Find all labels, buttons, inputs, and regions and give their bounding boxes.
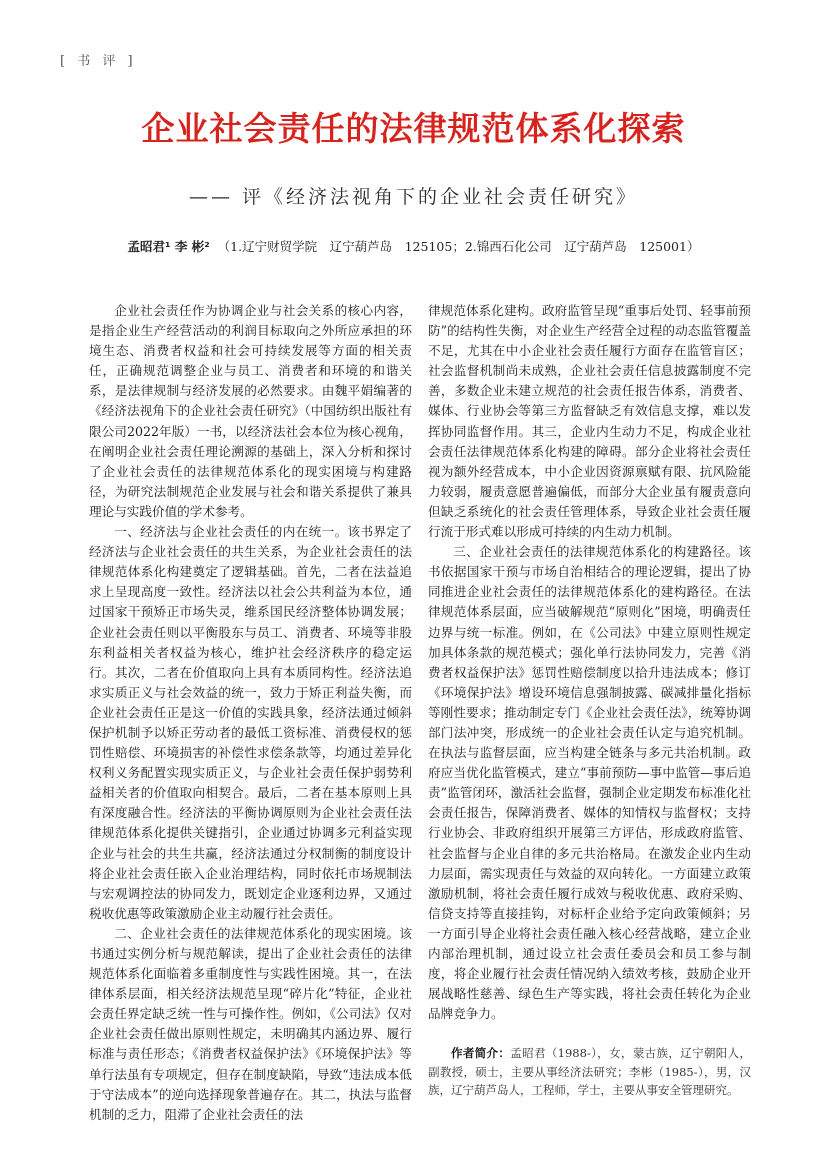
right-column — [428, 301, 751, 1111]
article-subtitle: —— 评《经济法视角下的企业社会责任研究》 — [188, 186, 639, 208]
author-bio — [428, 1044, 751, 1100]
byline — [0, 237, 827, 255]
author-names: 孟昭君¹ 李 彬² — [127, 239, 210, 254]
body-paragraph: 二、企业社会责任的法律规范体系化的现实困境。该书通过实例分析与规范解读，提出了企业社会责任的法律规范体系化面临着多重制度性与实践性困境。其一，在法律体系层面，相关经济法规范呈现“碎片化”特征，企业社会责任界定缺乏统一性与可操作性。例如，《公司法》仅对企业社会责任做出原则性规定，未明确其内涵边界、履行标准与责任形态；《消费者权益保护法》《环境保护法》等单行法虽有专项规定，但存在制度缺陷，导致“违法成本低于守法成本”的逆向选择现象普遍存在。其二，执法与监督机制的乏力，阻滞了企业社会责任的法 — [89, 925, 412, 1122]
section-tag: [ 书 评 ] — [60, 54, 137, 69]
body-paragraph: 律规范体系化建构。政府监管呈现“重事后处罚、轻事前预防”的结构性失衡，对企业生产经营全过程的动态监管覆盖不足，尤其在中小企业社会责任履行方面存在监管盲区；社会监督机制尚未成熟，企业社会责任信息披露制度不完善，多数企业未建立规范的社会责任报告体系，消费者、媒体、行业协会等第三方监督缺乏有效信息支撑，难以发挥协同监督作用。其三，企业内生动力不足，构成企业社会责任法律规范体系化构建的障碍。部分企业将社会责任视为额外经营成本，中小企业因资源禀赋有限、抗风险能力较弱，履责意愿普遍偏低，而部分大企业虽有履责意向但缺乏系统化的社会责任管理体系，导致企业社会责任履行流于形式难以形成可持续的内生动力机制。 — [428, 303, 751, 540]
author-bio-label: 作者简介： — [451, 1046, 511, 1061]
article-title: 企业社会责任的法律规范体系化探索 — [141, 109, 686, 148]
body-paragraph: 企业社会责任作为协调企业与社会关系的核心内容，是指企业生产经营活动的利润目标取向之外所应承担的环境生态、消费者权益和社会可持续发展等方面的相关责任，正确规范调整企业与员工、消费者和环境的和谐关系，是法律规制与经济发展的必然要求。由魏平娟编著的《经济法视角下的企业社会责任研究》（中国纺织出版社有限公司2022年版）一书，以经济法社会本位为核心视角，在阐明企业社会责任理论溯源的基础上，深入分析和探讨了企业社会责任的法律规范体系化的现实困境与构建路径，为研究法制规范企业发展与社会和谐关系提供了兼具理论与实践价值的学术参考。 — [89, 303, 412, 519]
author-affiliations: （1.辽宁财贸学院 辽宁葫芦岛 125105；2.锦西石化公司 辽宁葫芦岛 125001） — [217, 239, 700, 254]
body-paragraph: 三、企业社会责任的法律规范体系化的构建路径。该书依据国家干预与市场自治相结合的理论逻辑，提出了协同推进企业社会责任的法律规范体系化的建构路径。在法律规范体系层面，应当破解规范“原则化”困境，明确责任边界与统一标准。例如，在《公司法》中建立原则性规定加具体条款的规范模式；强化单行法协同发力，完善《消费者权益保护法》惩罚性赔偿制度以拾升违法成本；修订《环境保护法》增设环境信息强制披露、碳减排量化指标等刚性要求；推动制定专门《企业社会责任法》，统筹协调部门法冲突，形成统一的企业社会责任认定与追究机制。在执法与监督层面，应当构建全链条与多元共治机制。政府应当优化监管模式，建立“事前预防—事中监管—事后追责”监管闭环，激活社会监督，强制企业定期发布标准化社会责任报告，保障消费者、媒体的知情权与监督权；支持行业协会、非政府组织开展第三方评估，形成政府监管、社会监督与企业自律的多元共治格局。在激发企业内生动力层面，需实现责任与效益的双向转化。一方面建立政策激励机制，将社会责任履行成效与税收优惠、政府采购、信贷支持等直接挂钩，对标杆企业给予定向政策倾斜；另一方面引导企业将社会责任融入核心经营战略，建立企业内部治理机制，通过设立社会责任委员会和员工参与制度，将企业履行社会责任情况纳入绩效考核，鼓励企业开展战略性慈善、绿色生产等实践，将社会责任转化为企业品牌竞争力。 — [428, 544, 751, 1022]
author-bio-text: 孟昭君（1988-），女，蒙古族，辽宁朝阳人，副教授，硕士，主要从事经济法研究；李彬（1985-），男，汉族，辽宁葫芦岛人，工程师，学士，主要从事安全管理研究。 — [428, 1046, 752, 1098]
body-paragraph: 一、经济法与企业社会责任的内在统一。该书界定了经济法与企业社会责任的共生关系，为企业社会责任的法律规范体系化构建奠定了逻辑基础。首先，二者在法益追求上呈现高度一致性。经济法以社会公共利益为本位，通过国家干预矫正市场失灵，维系国民经济整体协调发展；企业社会责任则以平衡股东与员工、消费者、环境等非股东利益相关者权益为核心，维护社会经济秩序的稳定运行。其次，二者在价值取向上具有本质同构性。经济法追求实质正义与社会效益的统一，致力于矫正利益失衡，而企业社会责任正是这一价值的实践具象，经济法通过倾斜保护机制予以矫正劳动者的最低工资标准、消费侵权的惩罚性赔偿、环境损害的补偿性求偿条款等，均通过差异化权利义务配置实现实质正义，与企业社会责任保护弱势利益相关者的价值取向相契合。最后，二者在基本原则上具有深度融合性。经济法的平衡协调原则为企业社会责任法律规范体系化提供关键指引，企业通过协调多元利益实现企业与社会的共生共赢，经济法通过分权制衡的制度设计将企业社会责任嵌入企业治理结构，同时依托市场规制法与宏观调控法的协同发力，既划定企业逐利边界，又通过税收优惠等政策激励企业主动履行社会责任。 — [89, 524, 412, 921]
left-column — [89, 301, 412, 1125]
